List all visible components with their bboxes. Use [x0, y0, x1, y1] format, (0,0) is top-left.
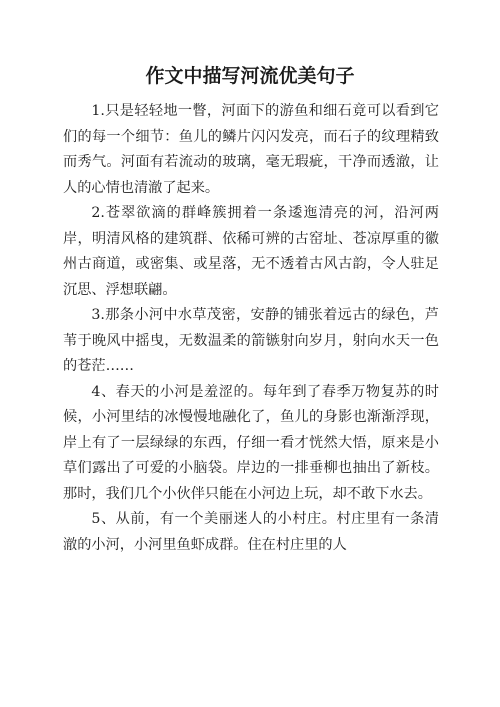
- paragraph-5: 5、从前，有一个美丽迷人的小村庄。村庄里有一条清澈的小河，小河里鱼虾成群。住在村庄里的人: [63, 511, 439, 553]
- document-body: [63, 99, 439, 558]
- paragraph-4: 4、春天的小河是羞涩的。每年到了春季万物复苏的时候，小河里结的冰慢慢地融化了，鱼儿的身影也渐渐浮现，岸上有了一层绿绿的东西，仔细一看才恍然大悟，原来是小草们露出了可爱的小脑袋。岸边的一排垂柳也抽出了新枝。那时，我们几个小伙伴只能在小河边上玩，却不敢下水去。: [63, 383, 439, 502]
- paragraph-1: 1.只是轻轻地一瞥，河面下的游鱼和细石竟可以看到它们的每一个细节：鱼儿的鳞片闪闪发亮，而石子的纹理精致而秀气。河面有若流动的玻璃，毫无瑕疵，干净而透澈，让人的心情也清澈了起来。: [63, 103, 439, 196]
- document-title: 作文中描写河流优美句子: [145, 65, 355, 87]
- paragraph-2: 2.苍翠欲滴的群峰簇拥着一条逶迤清亮的河，沿河两岸，明清风格的建筑群、依稀可辨的古窑址、苍凉厚重的徽州古商道，或密集、或星落，无不透着古风古韵，令人驻足沉思、浮想联翩。: [63, 205, 439, 298]
- paragraph-3: 3.那条小河中水草茂密，安静的铺张着远古的绿色，芦苇于晚风中摇曳，无数温柔的箭镞射向岁月，射向水天一色的苍茫……: [63, 307, 439, 374]
